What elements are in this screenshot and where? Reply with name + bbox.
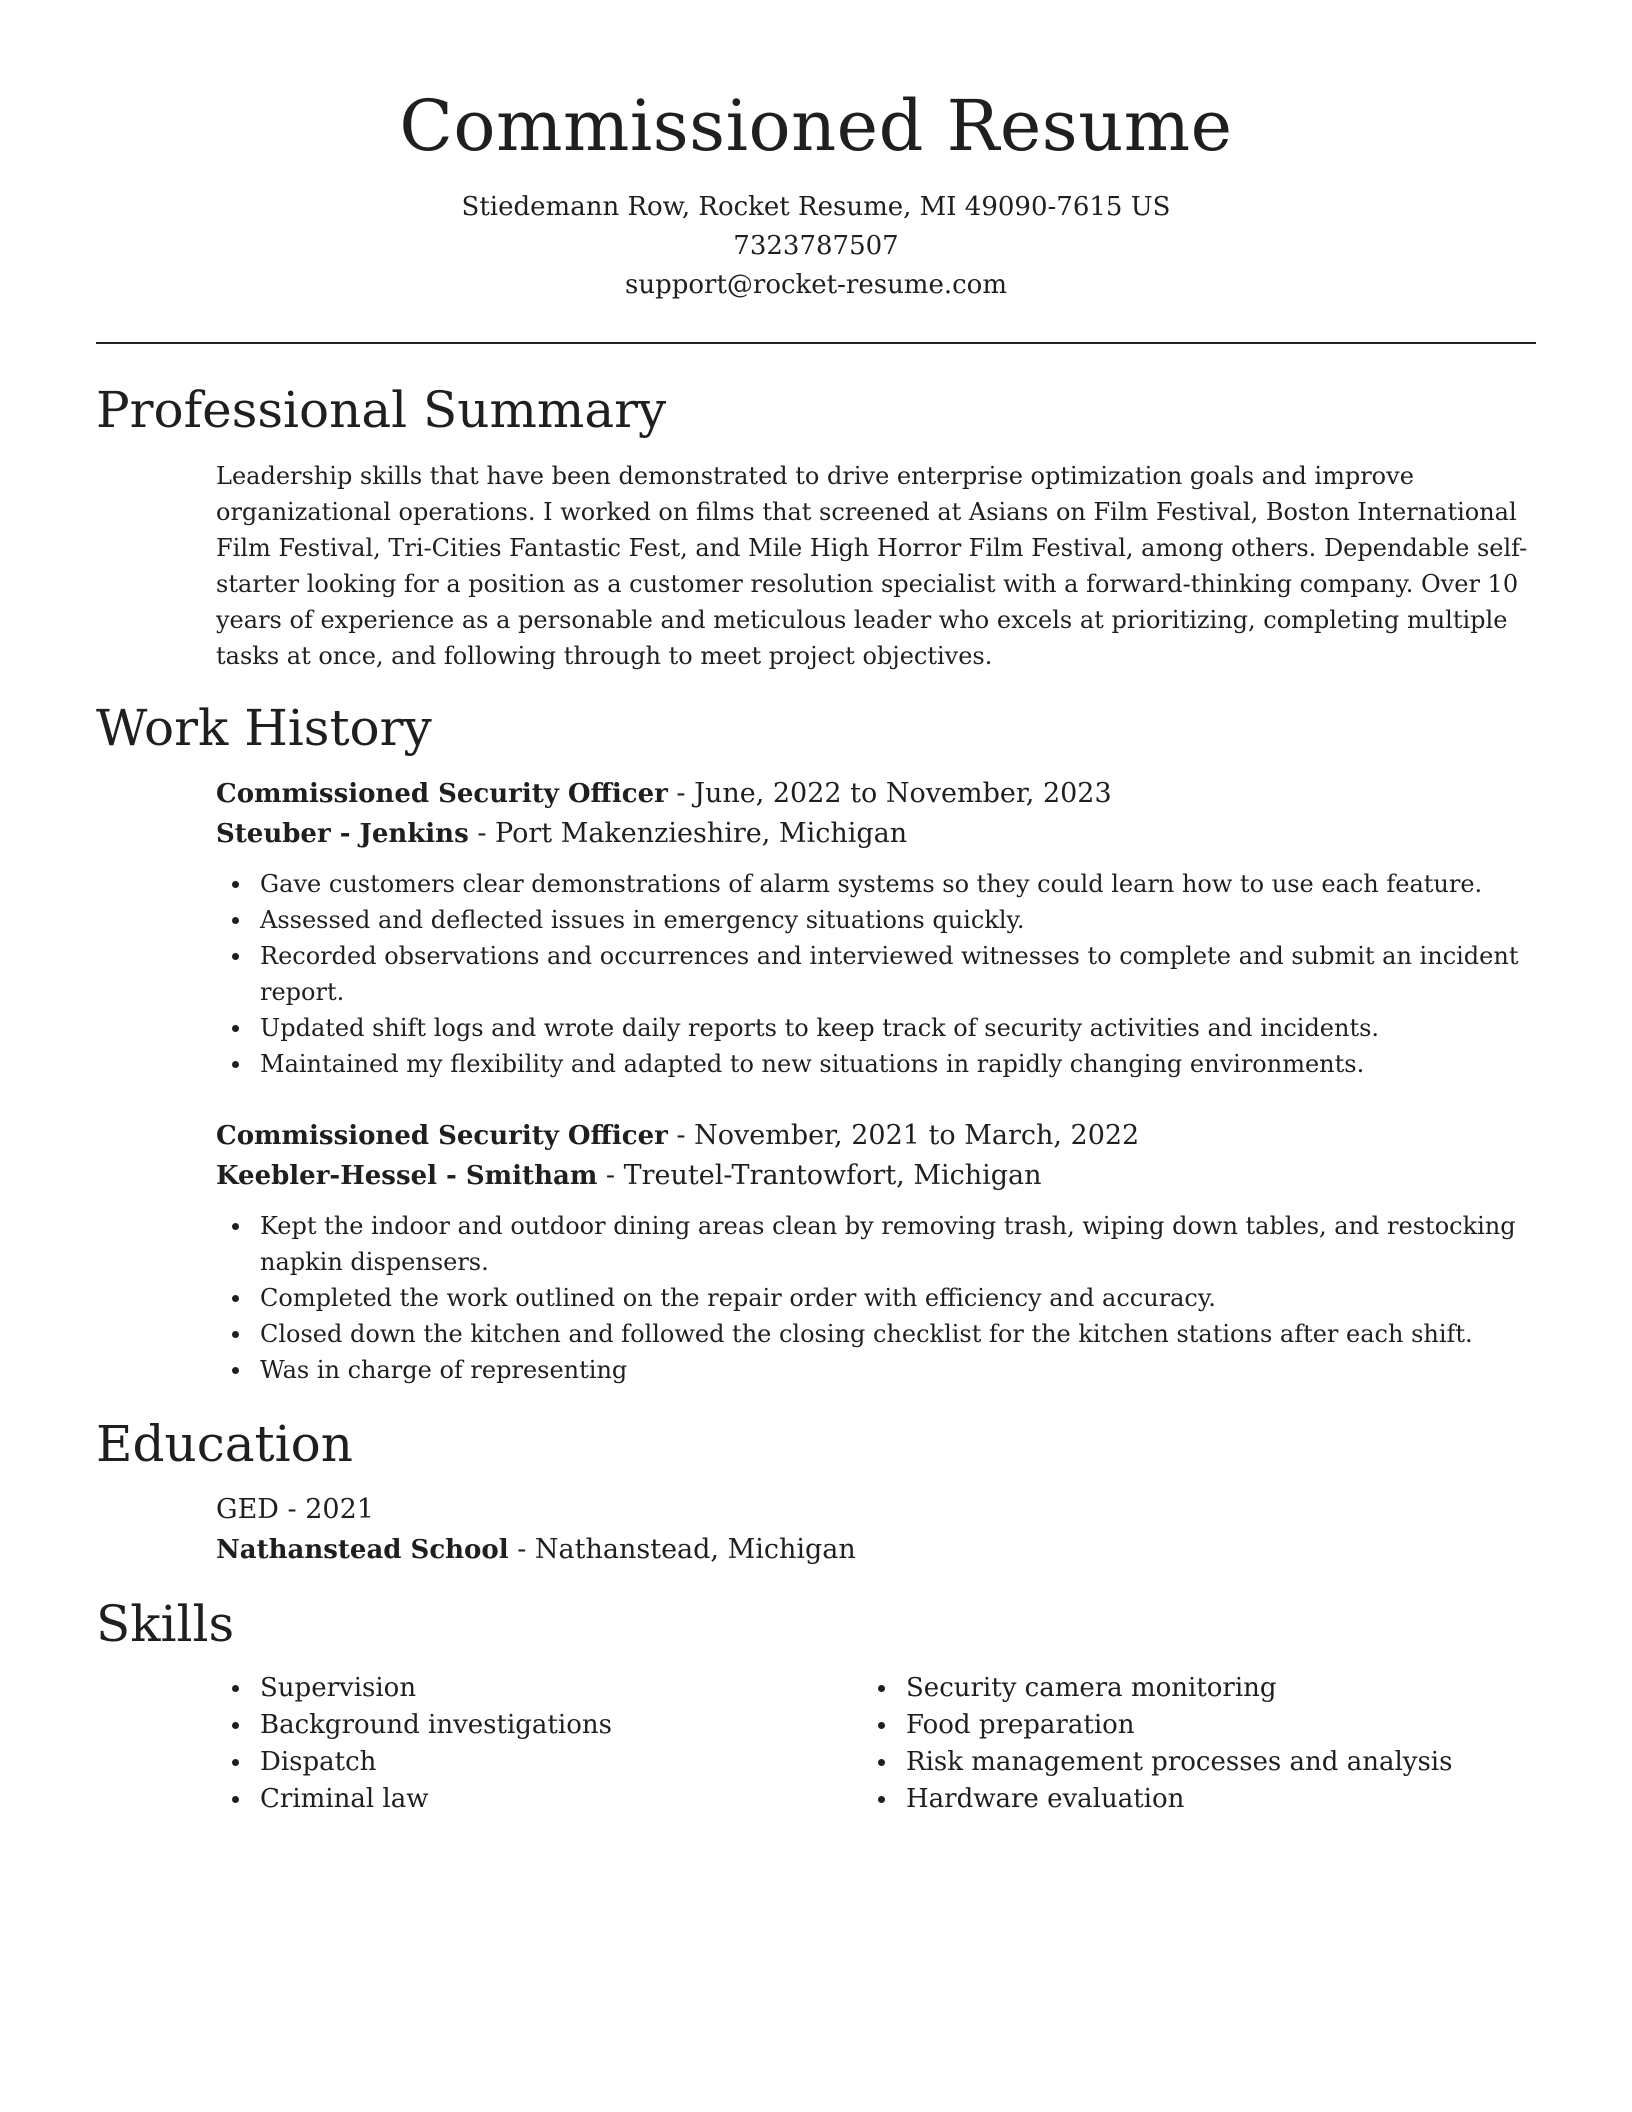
- school-name: Nathanstead School: [216, 1535, 509, 1565]
- skills-list: [216, 1670, 836, 1818]
- list-item: Assessed and deflected issues in emergency situations quickly.: [216, 902, 1536, 938]
- job-title-line: [216, 1116, 1536, 1156]
- job-dates: - June, 2022 to November, 2023: [667, 778, 1112, 809]
- job-duties-list: [216, 1208, 1536, 1388]
- header-divider: [96, 342, 1536, 344]
- list-item: Criminal law: [216, 1781, 836, 1818]
- summary-text: Leadership skills that have been demonstrated to drive enterprise optimization goals and improve organizational operations. I worked on films that screened at Asians on Film Festival, Boston International Film Festival, Tri-Cities Fantastic Fest, and Mile High Horror Film Festival, among others. Dependable self-starter looking for a position as a customer resolution specialist with a forward-thinking company. Over 10 years of experience as a personable and meticulous leader who excels at prioritizing, completing multiple tasks at once, and following through to meet project objectives.: [216, 462, 1528, 670]
- degree-line: GED - 2021: [216, 1494, 374, 1525]
- job-location: - Treutel-Trantowfort, Michigan: [597, 1160, 1042, 1191]
- job-title-line: [216, 774, 1536, 814]
- job-entry-2: [216, 1116, 1536, 1388]
- address: Stiedemann Row, Rocket Resume, MI 49090-7615 US: [461, 192, 1171, 222]
- list-item: Hardware evaluation: [862, 1781, 1482, 1818]
- job-duties-list: [216, 866, 1536, 1082]
- list-item: Recorded observations and occurrences and interviewed witnesses to complete and submit an incident report.: [216, 938, 1536, 1010]
- list-item: Completed the work outlined on the repair order with efficiency and accuracy.: [216, 1280, 1536, 1316]
- email: support@rocket-resume.com: [624, 270, 1007, 300]
- list-item: Food preparation: [862, 1707, 1482, 1744]
- job-location: - Port Makenzieshire, Michigan: [468, 818, 908, 849]
- list-item: Maintained my flexibility and adapted to new situations in rapidly changing environments.: [216, 1046, 1536, 1082]
- job-entry-1: [216, 774, 1536, 1082]
- school-line: [216, 1530, 1536, 1570]
- job-company: Keebler-Hessel - Smitham: [216, 1161, 598, 1191]
- job-company: Steuber - Jenkins: [216, 819, 469, 849]
- list-item: Supervision: [216, 1670, 836, 1707]
- list-item: Security camera monitoring: [862, 1670, 1482, 1707]
- list-item: Dispatch: [216, 1744, 836, 1781]
- skills-column-left: [216, 1670, 836, 1818]
- list-item: Kept the indoor and outdoor dining areas clean by removing trash, wiping down tables, and restocking napkin dispensers.: [216, 1208, 1536, 1280]
- list-item: Closed down the kitchen and followed the closing checklist for the kitchen stations after each shift.: [216, 1316, 1536, 1352]
- list-item: Was in charge of representing: [216, 1352, 1536, 1388]
- school-location: - Nathanstead, Michigan: [508, 1534, 856, 1565]
- job-dates: - November, 2021 to March, 2022: [667, 1120, 1140, 1151]
- education-heading: Education: [96, 1415, 353, 1473]
- job-role: Commissioned Security Officer: [216, 779, 668, 809]
- summary-heading: Professional Summary: [96, 381, 667, 439]
- education-entry: [216, 1490, 1536, 1570]
- list-item: Risk management processes and analysis: [862, 1744, 1482, 1781]
- skills-heading: Skills: [96, 1595, 235, 1653]
- skills-list: [862, 1670, 1482, 1818]
- skills-column-right: [862, 1670, 1482, 1818]
- work-history-heading: Work History: [96, 699, 432, 757]
- list-item: Background investigations: [216, 1707, 836, 1744]
- list-item: Updated shift logs and wrote daily reports to keep track of security activities and incidents.: [216, 1010, 1536, 1046]
- resume-header: [0, 0, 1632, 305]
- phone: 7323787507: [733, 231, 899, 261]
- candidate-name: Commissioned Resume: [399, 85, 1233, 167]
- list-item: Gave customers clear demonstrations of alarm systems so they could learn how to use each feature.: [216, 866, 1536, 902]
- contact-info: [0, 188, 1632, 305]
- job-company-line: [216, 814, 1536, 854]
- job-role: Commissioned Security Officer: [216, 1121, 668, 1151]
- job-company-line: [216, 1156, 1536, 1196]
